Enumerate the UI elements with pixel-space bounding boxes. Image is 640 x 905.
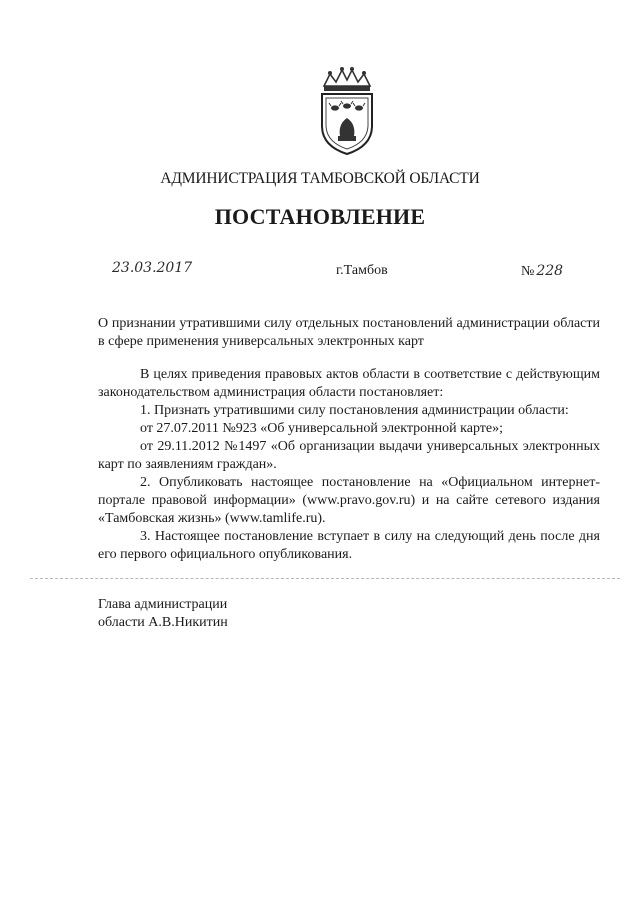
body-intro: В целях приведения правовых актов области в соответствие с действующим законодательством администрация области постановляет: (98, 367, 600, 400)
number-value: 228 (536, 263, 564, 279)
document-body (98, 366, 600, 564)
organization-title: АДМИНИСТРАЦИЯ ТАМБОВСКОЙ ОБЛАСТИ (160, 170, 480, 187)
tambov-coat-of-arms-icon (316, 66, 378, 156)
signature-line-2: области А.В.Никитин (98, 615, 228, 630)
document-city: г.Тамбов (336, 263, 388, 278)
body-item-1a: от 27.07.2011 №923 «Об универсальной электронной карте»; (140, 421, 503, 436)
body-item-1: 1. Признать утратившими силу постановления администрации области: (140, 403, 569, 418)
signature-block (98, 596, 228, 632)
number-prefix: № (521, 264, 535, 279)
scan-artifact-line (30, 578, 620, 579)
document-subject: О признании утратившими силу отдельных постановлений администрации области в сфере применения универсальных электронных карт (98, 316, 600, 349)
document-type-title: ПОСТАНОВЛЕНИЕ (214, 204, 426, 229)
document-number (521, 263, 563, 280)
document-date: 23.03.2017 (112, 260, 193, 276)
body-item-2: 2. Опубликовать настоящее постановление на «Официальном интернет-портале правовой информации» (www.pravo.gov.ru) и на сайте сетевого издания «Тамбовская жизнь» (www.tamlife.ru). (98, 475, 600, 526)
signature-line-1: Глава администрации (98, 597, 228, 612)
body-item-1b: от 29.11.2012 №1497 «Об организации выдачи универсальных электронных карт по заявлениям граждан». (98, 439, 600, 472)
body-item-3: 3. Настоящее постановление вступает в силу на следующий день после дня его первого официального опубликования. (98, 529, 600, 562)
